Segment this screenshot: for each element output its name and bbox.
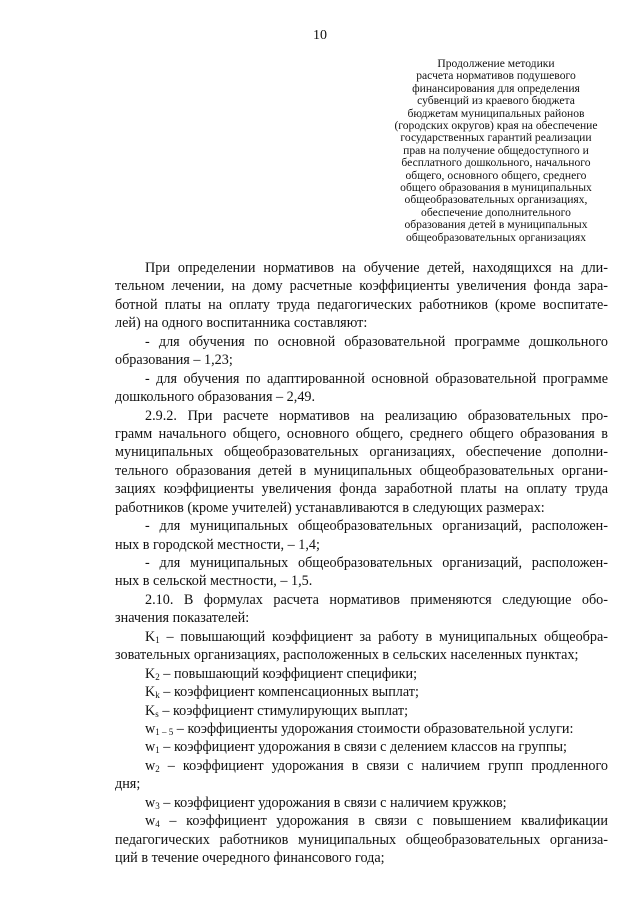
line-text: педагогических работников муниципальных общеобразовательных организа-: [115, 831, 608, 848]
paragraph-line: [115, 443, 608, 461]
coefficient-symbol: w: [145, 794, 156, 811]
paragraph-line: [115, 259, 608, 277]
paragraph-line: [115, 296, 608, 314]
paragraph-line: [115, 333, 608, 351]
paragraph-line: [115, 314, 608, 332]
header-line: общеобразовательных организациях,: [404, 193, 588, 207]
line-text: работников (кроме учителей) устанавливаются в следующих размерах:: [115, 499, 545, 516]
paragraph-line: [115, 370, 608, 388]
header-line: общего, основного общего, среднего: [405, 168, 587, 182]
line-text: - для муниципальных общеобразовательных организаций, расположен-: [145, 555, 608, 571]
paragraph-line: [115, 683, 608, 701]
coefficient-symbol: K: [145, 628, 156, 645]
line-text: – коэффициент удорожания в связи с наличием кружков;: [159, 794, 507, 811]
coefficient-subscript: 1 – 5: [155, 726, 174, 737]
header-line: Продолжение методики: [437, 57, 555, 70]
header-line: (городских округов) края на обеспечение: [394, 119, 598, 133]
paragraph-line: [115, 757, 608, 775]
line-text: – повышающий коэффициент за работу в муниципальных общеобра-: [159, 628, 608, 645]
line-text: тельного образования детей в муниципальных общеобразовательных органи-: [115, 462, 608, 479]
coefficient-subscript: 4: [155, 819, 160, 830]
coefficient-symbol: w: [145, 757, 156, 774]
line-text: - для муниципальных общеобразовательных организаций, расположен-: [145, 518, 608, 535]
line-text: – коэффициент стимулирующих выплат;: [158, 702, 409, 719]
line-text: значения показателей:: [115, 610, 250, 627]
line-text: – коэффициент удорожания в связи с наличием групп продленного: [159, 757, 608, 774]
header-line: общеобразовательных организациях: [405, 230, 587, 244]
line-text: – коэффициент удорожания в связи с делением классов на группы;: [159, 739, 567, 756]
header-line: расчета нормативов подушевого: [416, 69, 576, 83]
coefficient-symbol: w: [145, 720, 156, 737]
paragraph-line: [115, 609, 608, 627]
paragraph-line: [115, 665, 608, 683]
header-line: бесплатного дошкольного, начального: [401, 156, 591, 170]
coefficient-subscript: k: [155, 690, 160, 701]
paragraph-line: [115, 591, 608, 609]
paragraph-line: [115, 720, 608, 738]
page-number: 10: [313, 28, 327, 43]
paragraph-line: [115, 517, 608, 535]
line-text: зациях коэффициенты увеличения фонда заработной платы на оплату труда: [115, 481, 608, 498]
paragraph-line: [115, 425, 608, 443]
line-text: тельном лечении, на дому расчетные коэффициенты увеличения фонда зара-: [115, 278, 608, 295]
header-line: образования детей в муниципальных: [404, 218, 588, 232]
coefficient-subscript: 2: [155, 671, 160, 682]
coefficient-subscript: 2: [155, 763, 160, 774]
paragraph-line: [115, 628, 608, 646]
line-text: дошкольного образования – 2,49.: [115, 389, 316, 406]
line-text: ных в сельской местности, – 1,5.: [115, 573, 313, 590]
paragraph-line: [115, 536, 608, 554]
methodology-header: [372, 58, 620, 244]
paragraph-line: [115, 831, 608, 849]
line-text: – коэффициент компенсационных выплат;: [159, 684, 419, 701]
coefficient-symbol: K: [145, 702, 156, 719]
paragraph-line: [115, 849, 608, 867]
line-text: образования – 1,23;: [115, 352, 233, 369]
line-text: грамм начального общего, основного общего, среднего общего образования в: [115, 425, 608, 442]
line-text: - для обучения по адаптированной основной образовательной программе: [145, 370, 608, 387]
line-text: муниципальных общеобразовательных организациях, обеспечение дополни-: [115, 444, 608, 461]
header-line: прав на получение общедоступного и: [403, 143, 589, 157]
coefficient-subscript: 1: [155, 745, 160, 756]
paragraph-line: [115, 499, 608, 517]
coefficient-subscript: 1: [155, 634, 160, 645]
paragraph-line: [115, 646, 608, 664]
coefficient-symbol: w: [145, 813, 156, 830]
line-text: ботной платы на оплату труда педагогических работников (кроме воспитате-: [115, 296, 608, 313]
paragraph-line: [115, 388, 608, 406]
coefficient-symbol: K: [145, 665, 156, 682]
paragraph-line: [115, 812, 608, 830]
line-text: – повышающий коэффициент специфики;: [159, 665, 418, 682]
line-text: - для обучения по основной образовательной программе дошкольного: [145, 333, 608, 350]
coefficient-subscript: 3: [155, 800, 160, 811]
header-line: обеспечение дополнительного: [421, 205, 571, 219]
line-text: дня;: [115, 776, 141, 793]
paragraph-line: [115, 407, 608, 425]
header-line: бюджетам муниципальных районов: [407, 106, 585, 120]
paragraph-line: [115, 277, 608, 295]
line-text: ных в городской местности, – 1,4;: [115, 536, 320, 553]
header-line: общего образования в муниципальных: [400, 181, 592, 195]
body-text: [115, 259, 608, 867]
line-text: зовательных организациях, расположенных в сельских населенных пунктах;: [115, 647, 579, 664]
line-text: лей) на одного воспитанника составляют:: [115, 315, 368, 332]
paragraph-line: [115, 794, 608, 812]
coefficient-symbol: K: [145, 684, 156, 701]
line-text: При определении нормативов на обучение детей, находящихся на дли-: [145, 260, 608, 276]
line-text: ций в течение очередного финансового года;: [115, 850, 385, 866]
paragraph-line: [115, 351, 608, 369]
paragraph-line: [115, 572, 608, 590]
paragraph-line: [115, 462, 608, 480]
header-line: государственных гарантий реализации: [400, 131, 592, 145]
coefficient-symbol: w: [145, 739, 156, 756]
paragraph-line: [115, 554, 608, 572]
header-line: субвенций из краевого бюджета: [417, 94, 575, 108]
paragraph-line: [115, 702, 608, 720]
header-line: финансирования для определения: [412, 81, 580, 95]
line-text: – коэффициенты удорожания стоимости образовательной услуги:: [173, 720, 574, 737]
coefficient-subscript: s: [155, 708, 159, 719]
paragraph-line: [115, 775, 608, 793]
line-text: – коэффициент удорожания в связи с повышением квалификации: [159, 813, 608, 830]
paragraph-line: [115, 480, 608, 498]
paragraph-line: [115, 738, 608, 756]
line-text: 2.10. В формулах расчета нормативов применяются следующие обо-: [145, 591, 608, 608]
line-text: 2.9.2. При расчете нормативов на реализацию образовательных про-: [145, 407, 608, 424]
